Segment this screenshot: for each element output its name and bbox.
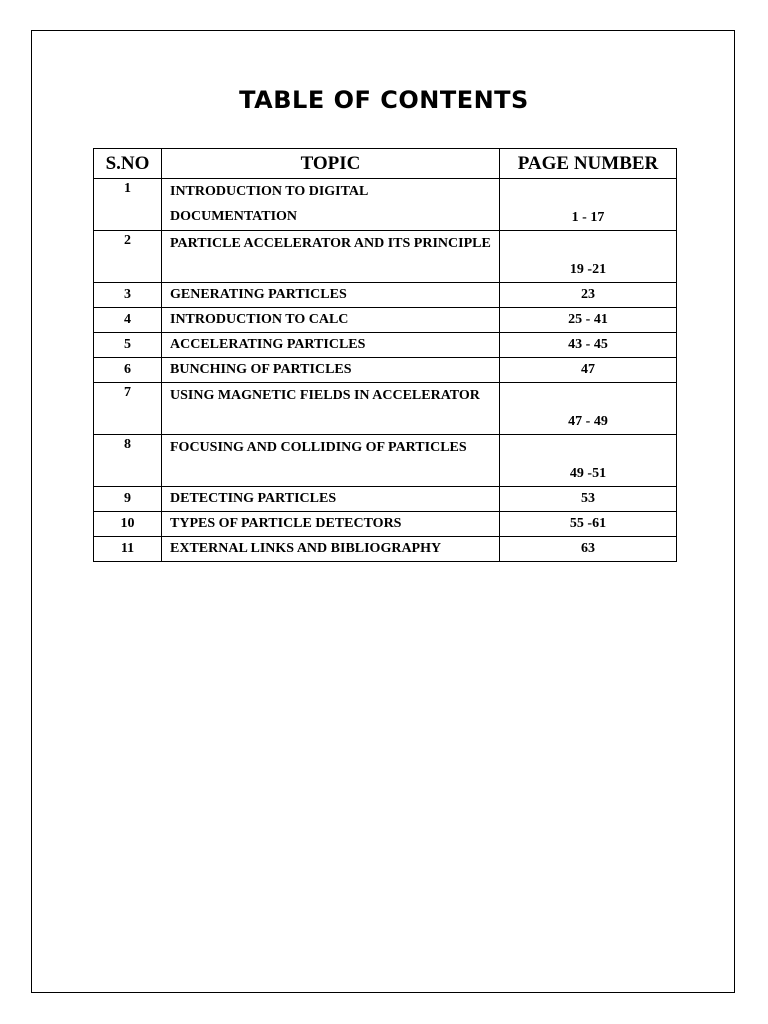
- row-sno: 11: [94, 537, 162, 562]
- table-row: [94, 383, 677, 435]
- row-sno: 5: [94, 333, 162, 358]
- row-sno: 4: [94, 308, 162, 333]
- row-topic: GENERATING PARTICLES: [162, 283, 500, 308]
- row-page: 1 - 17: [500, 179, 677, 231]
- row-sno: 7: [94, 383, 162, 435]
- row-sno: 6: [94, 358, 162, 383]
- table-row: [94, 283, 677, 308]
- row-sno: 2: [94, 231, 162, 283]
- page-title: TABLE OF CONTENTS: [239, 86, 529, 114]
- table-row: [94, 231, 677, 283]
- row-page: 47: [500, 358, 677, 383]
- row-topic: FOCUSING AND COLLIDING OF PARTICLES: [162, 435, 500, 487]
- table-row: [94, 537, 677, 562]
- table-row: [94, 512, 677, 537]
- row-sno: 8: [94, 435, 162, 487]
- row-sno: 1: [94, 179, 162, 231]
- row-topic: USING MAGNETIC FIELDS IN ACCELERATOR: [162, 383, 500, 435]
- header-topic: TOPIC: [162, 149, 500, 179]
- row-sno: 10: [94, 512, 162, 537]
- header-page-number: PAGE NUMBER: [500, 149, 677, 179]
- row-sno: 9: [94, 487, 162, 512]
- row-page: 49 -51: [500, 435, 677, 487]
- row-sno: 3: [94, 283, 162, 308]
- row-topic: TYPES OF PARTICLE DETECTORS: [162, 512, 500, 537]
- row-page: 55 -61: [500, 512, 677, 537]
- toc-header-row: [94, 149, 677, 179]
- table-row: [94, 333, 677, 358]
- row-page: 47 - 49: [500, 383, 677, 435]
- toc-table: [93, 148, 677, 562]
- row-topic: BUNCHING OF PARTICLES: [162, 358, 500, 383]
- header-sno: S.NO: [94, 149, 162, 179]
- table-row: [94, 358, 677, 383]
- table-row: [94, 179, 677, 231]
- row-page: 53: [500, 487, 677, 512]
- table-row: [94, 435, 677, 487]
- row-page: 23: [500, 283, 677, 308]
- row-topic: INTRODUCTION TO DIGITAL DOCUMENTATION: [162, 179, 500, 231]
- table-row: [94, 487, 677, 512]
- row-page: 43 - 45: [500, 333, 677, 358]
- row-topic: DETECTING PARTICLES: [162, 487, 500, 512]
- row-topic: PARTICLE ACCELERATOR AND ITS PRINCIPLE: [162, 231, 500, 283]
- row-page: 63: [500, 537, 677, 562]
- row-topic: EXTERNAL LINKS AND BIBLIOGRAPHY: [162, 537, 500, 562]
- row-topic: INTRODUCTION TO CALC: [162, 308, 500, 333]
- row-topic: ACCELERATING PARTICLES: [162, 333, 500, 358]
- row-page: 19 -21: [500, 231, 677, 283]
- table-row: [94, 308, 677, 333]
- row-page: 25 - 41: [500, 308, 677, 333]
